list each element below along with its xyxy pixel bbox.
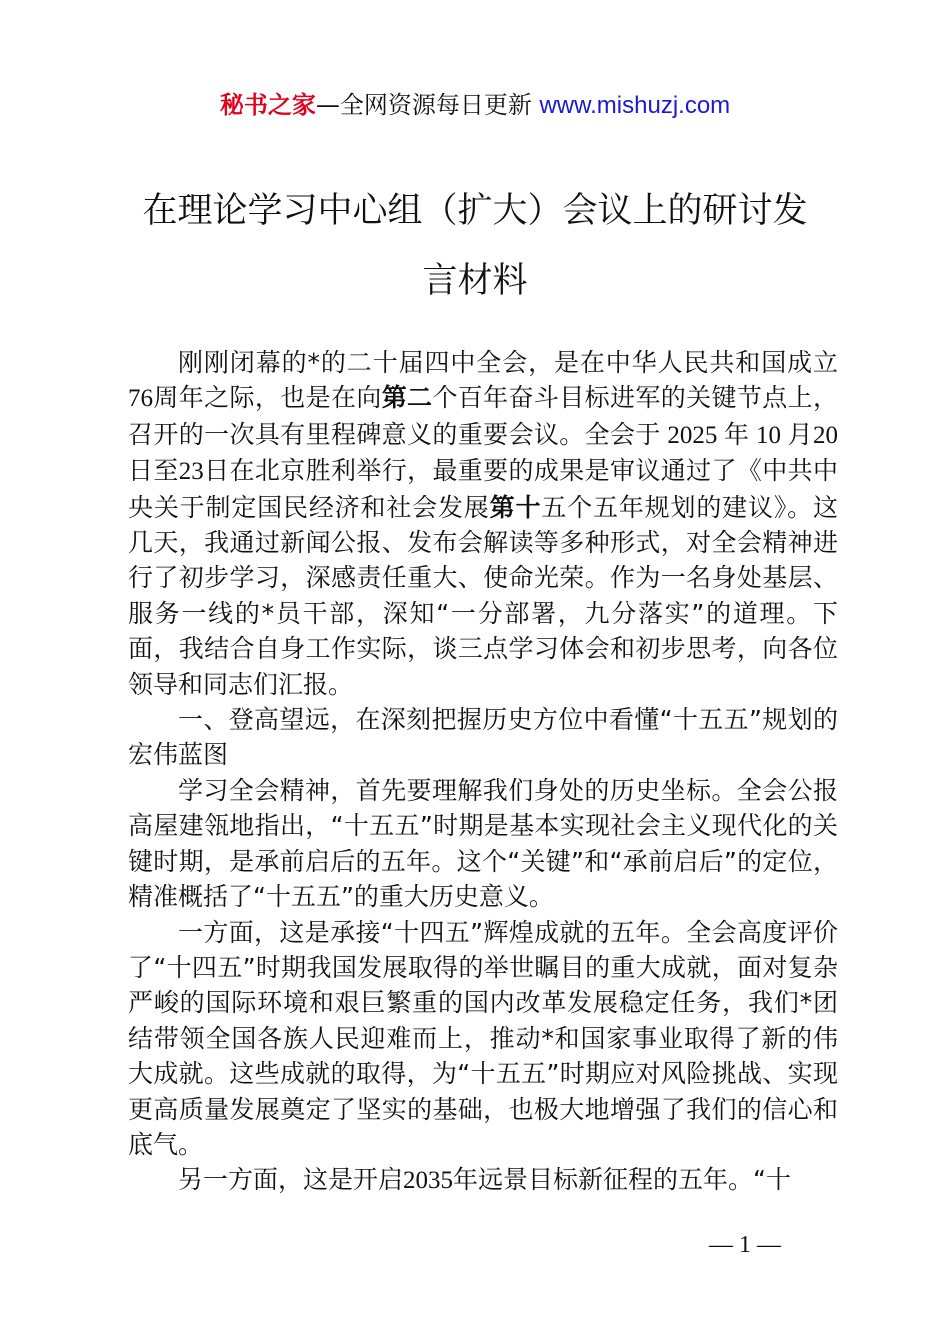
text-run: 五个五年规划的建议》。这几天，我通过新闻公报、发布会解读等多种形式，对全会精神进行了初步学习，深感责任重大、使命光荣。作为一名身处基层、服务一线的*员干部，深知“一分部署，九分落实”的道理。下面，我结合自身工作实际，谈三点学习体会和初步思考，向各位领导和同志们汇报。 [128,492,838,699]
number-run: 76 [128,385,153,413]
text-run: 个百年奋斗目标进军的关键节点上，召开的一次具有里程碑意义的重要会议。全会于 [128,383,838,449]
section-heading-1: 一、登高望远，在深刻把握历史方位中看懂“十五五”规划的宏伟蓝图 [128,705,838,770]
page-number: — 1 — [709,1232,781,1258]
number-run: 10 [749,421,788,449]
text-run: 日在北京胜利举行，最重要的成果是审议通过了《中共中央关于制定国民经济和社会发展 [128,456,838,522]
paragraph-2: 学习全会精神，首先要理解我们身处的历史坐标。全会公报高屋建瓴地指出，“十五五”时期是基本实现社会主义现代化的关键时期，是承前启后的五年。这个“关键”和“承前启后”的定位，精准概括了“十五五”的重大历史意义。 [128,775,838,912]
header-slogan: —全网资源每日更新 [315,91,540,119]
number-run: 23 [178,458,204,486]
document-title-line-2: 言材料 [422,261,528,301]
text-run: 日至 [128,456,179,486]
site-header [0,88,950,123]
number-run: 20 [813,421,838,449]
paragraph-3: 一方面，这是承接“十四五”辉煌成就的五年。全会高度评价了“十四五”时期我国发展取得的举世瞩目的重大成就，面对复杂严峻的国际环境和艰巨繁重的国内改革发展稳定任务，我们*团结带领全国各族人民迎难而上，推动*和国家事业取得了新的伟大成就。这些成就的取得，为“十五五”时期应对风险挑战、实现更高质量发展奠定了坚实的基础，也极大地增强了我们的信心和底气。 [128,917,838,1159]
text-run: 年 [724,419,750,449]
text-run: 年远景目标新征程的五年。“十 [453,1165,791,1195]
number-run: 2025 [660,421,724,449]
header-url[interactable]: www.mishuzj.com [539,92,731,119]
text-run: 另一方面，这是开启 [178,1165,404,1195]
paragraph-4 [128,1162,838,1198]
document-title-line-1: 在理论学习中心组（扩大）会议上的研讨发 [142,191,808,231]
bold-run: 第十 [489,492,542,522]
bold-run: 第二 [381,383,433,413]
text-run: 周年之际，也是在向 [153,383,382,413]
text-run: 刚刚闭幕的*的二十届四中全会，是在中华人民共和国成立 [178,348,838,377]
paragraph-intro [128,345,838,702]
brand-name: 秘书之家 [219,91,316,119]
number-run: 2035 [403,1167,454,1195]
text-run: 月 [787,419,813,449]
document-body [128,345,838,1199]
